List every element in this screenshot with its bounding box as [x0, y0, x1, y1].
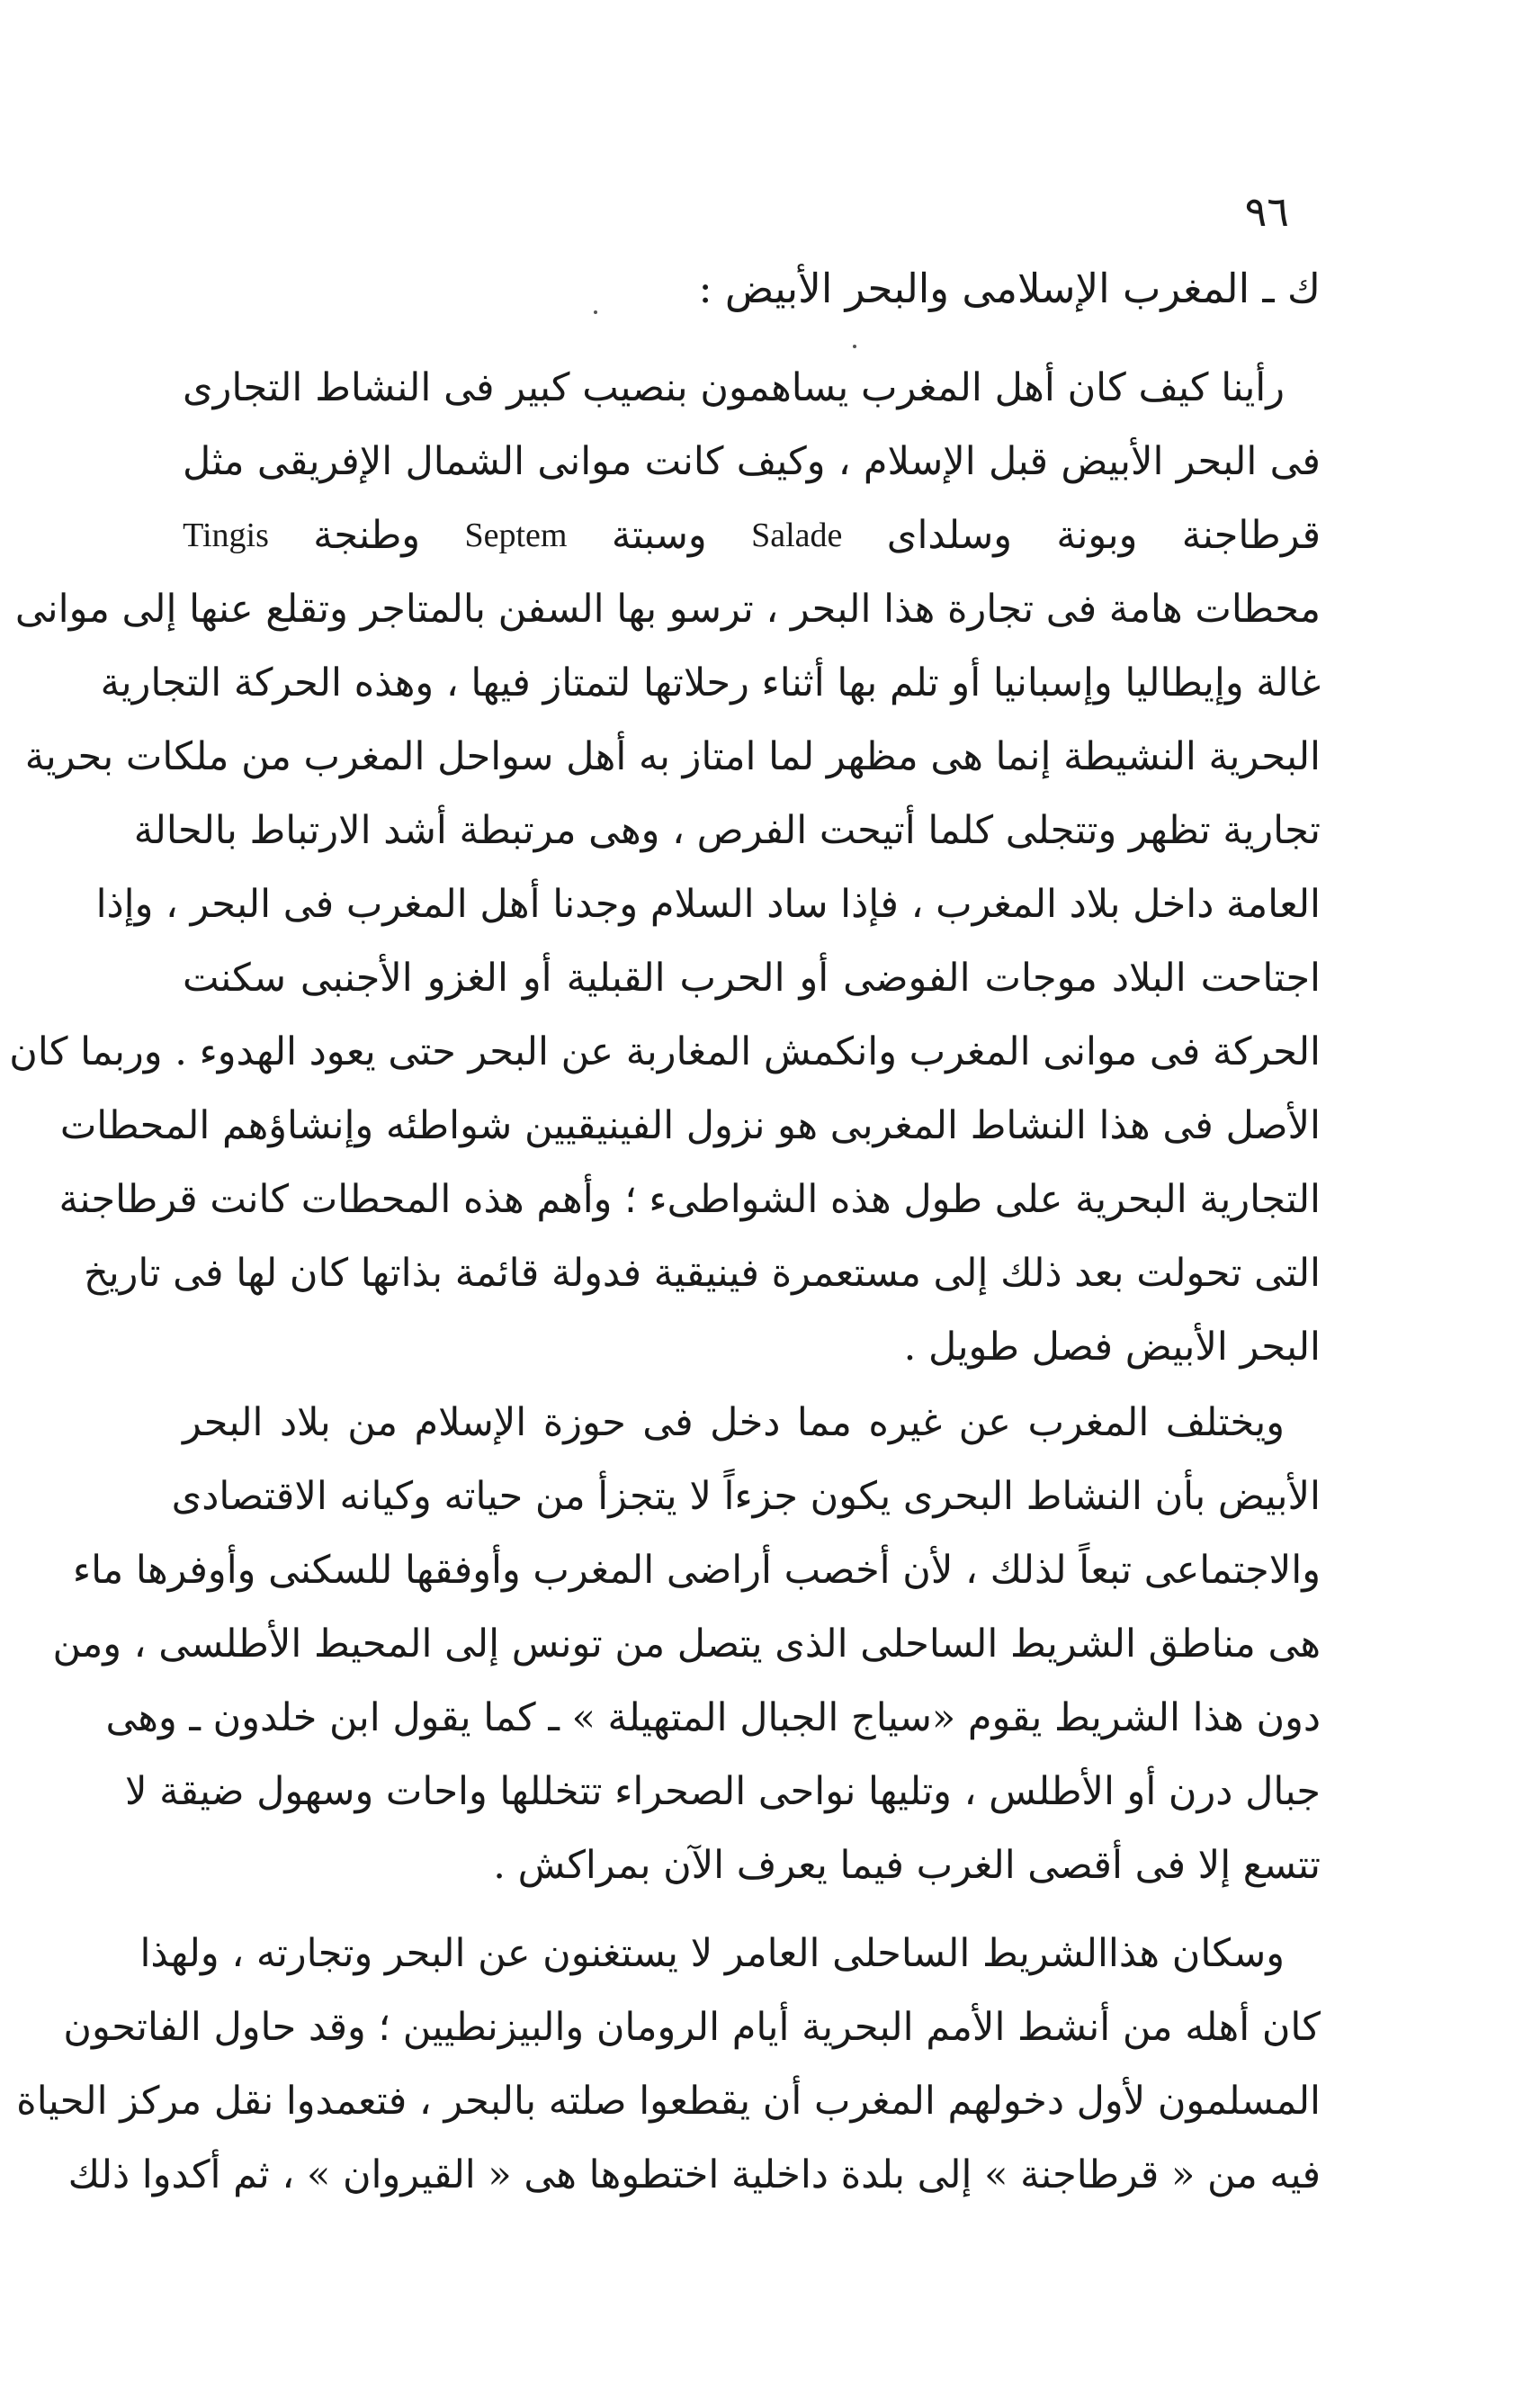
text-line: وسكان هذاالشريط الساحلى العامر لا يستغنون عن البحر وتجارته ، ولهذا	[139, 1931, 1285, 1976]
text-line: فيه من « قرطاجنة » إلى بلدة داخلية اختطوها هى « القيروان » ، ثم أكدوا ذلك	[67, 2152, 1321, 2197]
text-line: المسلمون لأول دخولهم المغرب أن يقطعوا صلته بالبحر ، فتعمدوا نقل مركز الحياة	[16, 2079, 1321, 2124]
text-line: البحرية النشيطة إنما هى مظهر لما امتاز به أهل سواحل المغرب من ملكات بحرية	[24, 734, 1321, 779]
text-line: دون هذا الشريط يقوم «سياج الجبال المتهيلة » ـ كما يقول ابن خلدون ـ وهى	[105, 1695, 1321, 1740]
paragraph-3	[16, 1917, 1321, 2212]
text-line: غالة وإيطاليا وإسبانيا أو تلم بها أثناء رحلاتها لتمتاز فيها ، وهذه الحركة التجارية	[100, 660, 1321, 705]
word: وبونة	[1056, 513, 1138, 558]
paragraph-1	[9, 351, 1321, 1384]
latin-term: Septem	[464, 517, 568, 554]
text-line: الحركة فى موانى المغرب وانكمش المغاربة عن البحر حتى يعود الهدوء . وربما كان	[9, 1029, 1321, 1074]
text-line: الأبيض بأن النشاط البحرى يكون جزءاً لا يتجزأ من حياته وكيانه الاقتصادى	[171, 1474, 1321, 1519]
text-line: تجارية تظهر وتتجلى كلما أتيحت الفرص ، وهى مرتبطة أشد الارتباط بالحالة	[133, 808, 1321, 853]
word: وسلداى	[886, 513, 1012, 558]
word: قرطاجنة	[1181, 513, 1321, 558]
text-line: التى تحولت بعد ذلك إلى مستعمرة فينيقية فدولة قائمة بذاتها كان لها فى تاريخ	[83, 1251, 1321, 1296]
section-heading: ك ـ المغرب الإسلامى والبحر الأبيض :	[698, 265, 1321, 312]
word: وسبتة	[611, 513, 707, 558]
text-line: الأصل فى هذا النشاط المغربى هو نزول الفينيقيين شواطئه وإنشاؤهم المحطات	[59, 1103, 1321, 1148]
text-line: فى البحر الأبيض قبل الإسلام ، وكيف كانت موانى الشمال الإفريقى مثل	[183, 439, 1321, 484]
paragraph-2	[52, 1386, 1321, 1902]
text-line: ويختلف المغرب عن غيره مما دخل فى حوزة الإسلام من بلاد البحر	[183, 1400, 1285, 1445]
word: وطنجة	[313, 513, 421, 558]
scan-speck	[853, 345, 856, 348]
latin-term: Tingis	[183, 517, 269, 554]
text-line-with-latin	[183, 499, 1321, 572]
latin-term: Salade	[751, 517, 843, 554]
text-line: العامة داخل بلاد المغرب ، فإذا ساد السلام وجدنا أهل المغرب فى البحر ، وإذا	[95, 882, 1321, 927]
text-line: تتسع إلا فى أقصى الغرب فيما يعرف الآن بمراكش .	[493, 1843, 1321, 1888]
text-line: جبال درن أو الأطلس ، وتليها نواحى الصحراء تتخللها واحات وسهول ضيقة لا	[124, 1769, 1321, 1814]
text-line: البحر الأبيض فصل طويل .	[903, 1325, 1321, 1370]
scan-speck	[594, 310, 597, 314]
text-line: اجتاحت البلاد موجات الفوضى أو الحرب القبلية أو الغزو الأجنبى سكنت	[183, 956, 1321, 1001]
text-line: محطات هامة فى تجارة هذا البحر ، ترسو بها السفن بالمتاجر وتقلع عنها إلى موانى	[14, 587, 1321, 632]
text-line: والاجتماعى تبعاً لذلك ، لأن أخصب أراضى المغرب وأوفقها للسكنى وأوفرها ماء	[72, 1548, 1321, 1593]
text-line: التجارية البحرية على طول هذه الشواطىء ؛ وأهم هذه المحطات كانت قرطاجنة	[58, 1177, 1321, 1222]
text-line: رأينا كيف كان أهل المغرب يساهمون بنصيب كبير فى النشاط التجارى	[183, 365, 1285, 410]
text-line: هى مناطق الشريط الساحلى الذى يتصل من تونس إلى المحيط الأطلسى ، ومن	[52, 1622, 1321, 1667]
text-line: كان أهله من أنشط الأمم البحرية أيام الرومان والبيزنطيين ؛ وقد حاول الفاتحون	[63, 2005, 1321, 2050]
page-number: ٩٦	[1244, 187, 1289, 236]
